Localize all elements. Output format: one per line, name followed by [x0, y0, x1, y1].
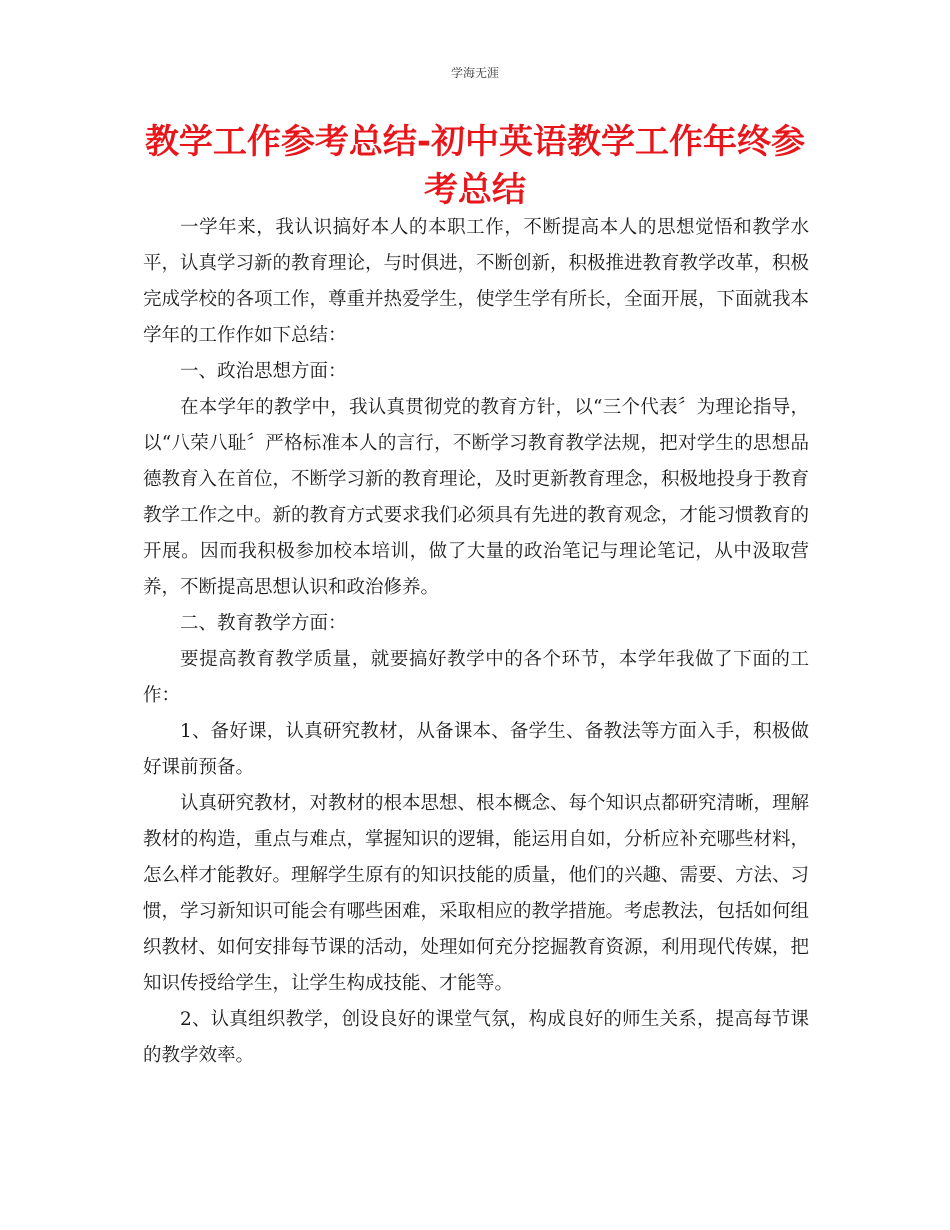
paragraph-politics: 在本学年的教学中，我认真贯彻党的教育方针，以“三个代表〞为理论指导，以“八荣八耻〞严格标准本人的言行，不断学习教育教学法规，把对学生的思想品德教育入在首位，不断学习新的教育理论，及时更新教育理念，积极地投身于教育教学工作之中。新的教育方式要求我们必须具有先进的教育观念，才能习惯教育的开展。因而我积极参加校本培训，做了大量的政治笔记与理论笔记，从中汲取营养，不断提高思想认识和政治修养。: [143, 397, 810, 598]
page-header: 学海无涯: [450, 66, 499, 80]
list-item-1: 1、备好课，认真研究教材，从备课本、备学生、备教法等方面入手，积极做好课前预备。: [143, 721, 809, 778]
section-heading-teaching: 二、教育教学方面：: [180, 613, 347, 634]
list-item-2: 2、认真组织教学，创设良好的课堂气氛，构成良好的师生关系，提高每节课的教学效率。: [143, 1009, 809, 1066]
paragraph-teaching-intro: 要提高教育教学质量，就要搞好教学中的各个环节，本学年我做了下面的工作：: [143, 649, 809, 706]
paragraph-lesson-prep: 认真研究教材，对教材的根本思想、根本概念、每个知识点都研究清晰，理解教材的构造，重点与难点，掌握知识的逻辑，能运用自如，分析应补充哪些材料，怎么样才能教好。理解学生原有的知识技能的质量，他们的兴趣、需要、方法、习惯，学习新知识可能会有哪些困难，采取相应的教学措施。考虑教法，包括如何组织教材、如何安排每节课的活动，处理如何充分挖掘教育资源，利用现代传媒，把知识传授给学生，让学生构成技能、才能等。: [143, 793, 810, 994]
section-heading-politics: 一、政治思想方面：: [180, 361, 347, 382]
paragraph-intro: 一学年来，我认识搞好本人的本职工作，不断提高本人的思想觉悟和教学水平，认真学习新的教育理论，与时俱进，不断创新，积极推进教育教学改革，积极完成学校的各项工作，尊重并热爱学生，使学生学有所长，全面开展，下面就我本学年的工作作如下总结：: [143, 217, 810, 346]
document-title: 教学工作参考总结-初中英语教学工作年终参考总结: [144, 122, 806, 210]
document-body: [143, 210, 809, 1074]
